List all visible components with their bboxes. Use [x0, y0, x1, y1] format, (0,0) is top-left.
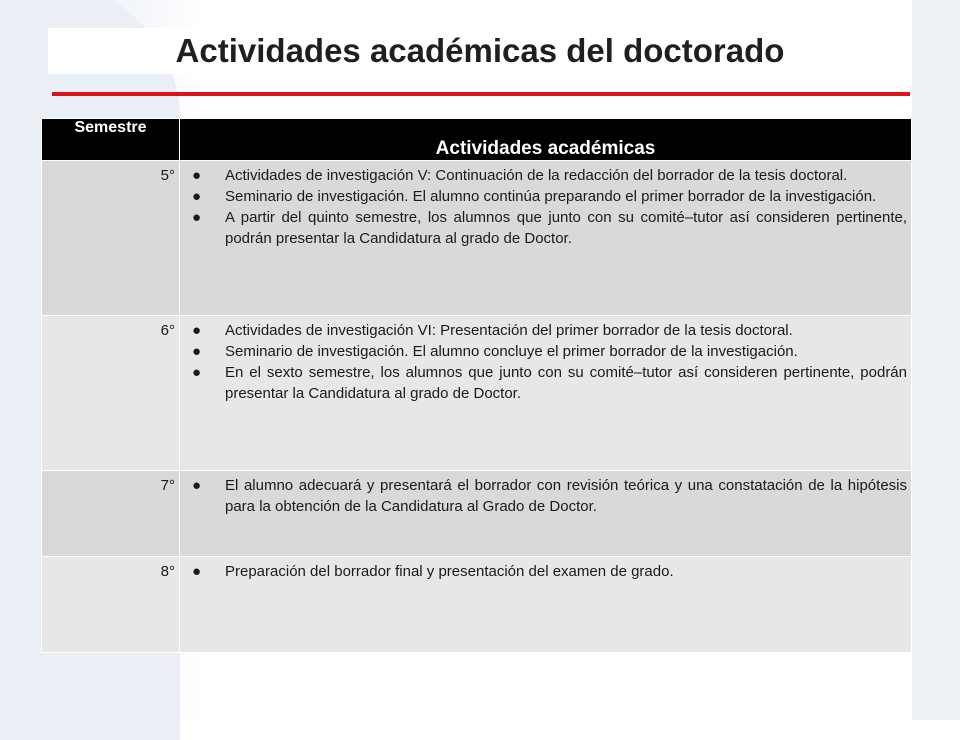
bullet-icon: ● — [192, 167, 202, 184]
list-item-text: Preparación del borrador final y presentación del examen de grado. — [225, 563, 674, 580]
list-item — [180, 320, 907, 341]
activities-cell — [180, 471, 912, 557]
header-semestre: Semestre — [42, 119, 180, 161]
list-item — [180, 207, 907, 249]
activities-cell — [180, 557, 912, 653]
list-item — [180, 165, 907, 186]
semester-cell: 5° — [42, 161, 180, 316]
title-rule — [52, 92, 910, 96]
list-item — [180, 362, 907, 404]
list-item — [180, 475, 907, 517]
list-item-text: Seminario de investigación. El alumno concluye el primer borrador de la investigación. — [225, 343, 798, 360]
table-row — [42, 557, 912, 653]
semester-cell: 8° — [42, 557, 180, 653]
activities-cell — [180, 161, 912, 316]
slide-title: Actividades académicas del doctorado — [175, 32, 785, 69]
activities-list — [180, 475, 907, 517]
semester-cell: 6° — [42, 316, 180, 471]
table-header-row — [42, 119, 912, 161]
bullet-icon: ● — [192, 343, 202, 360]
list-item — [180, 186, 907, 207]
activities-cell — [180, 316, 912, 471]
bullet-icon: ● — [192, 209, 202, 226]
bullet-icon: ● — [192, 188, 202, 205]
activities-table — [41, 118, 912, 653]
semester-cell: 7° — [42, 471, 180, 557]
table-row — [42, 161, 912, 316]
table-row — [42, 471, 912, 557]
bullet-icon: ● — [192, 322, 202, 339]
table-row — [42, 316, 912, 471]
list-item — [180, 561, 907, 582]
activities-list — [180, 165, 907, 249]
activities-list — [180, 561, 907, 582]
list-item-text: Actividades de investigación VI: Presentación del primer borrador de la tesis doctoral. — [225, 322, 793, 339]
list-item-text: El alumno adecuará y presentará el borrador con revisión teórica y una constatación de la hipótesis para la obtención de la Candidatura al Grado de Doctor. — [225, 477, 907, 515]
header-actividades: Actividades académicas — [180, 119, 912, 161]
list-item-text: A partir del quinto semestre, los alumnos que junto con su comité–tutor así consideren pertinente, podrán presentar la Candidatura al grado de Doctor. — [225, 209, 907, 247]
activities-list — [180, 320, 907, 404]
list-item-text: Seminario de investigación. El alumno continúa preparando el primer borrador de la investigación. — [225, 188, 877, 205]
bullet-icon: ● — [192, 563, 202, 580]
background-right-band — [912, 0, 960, 720]
bullet-icon: ● — [192, 477, 202, 494]
list-item-text: En el sexto semestre, los alumnos que junto con su comité–tutor así consideren pertinente, podrán presentar la Candidatura al grado de Doctor. — [225, 364, 907, 402]
bullet-icon: ● — [192, 364, 202, 381]
list-item — [180, 341, 907, 362]
list-item-text: Actividades de investigación V: Continuación de la redacción del borrador de la tesis doctoral. — [225, 167, 848, 184]
